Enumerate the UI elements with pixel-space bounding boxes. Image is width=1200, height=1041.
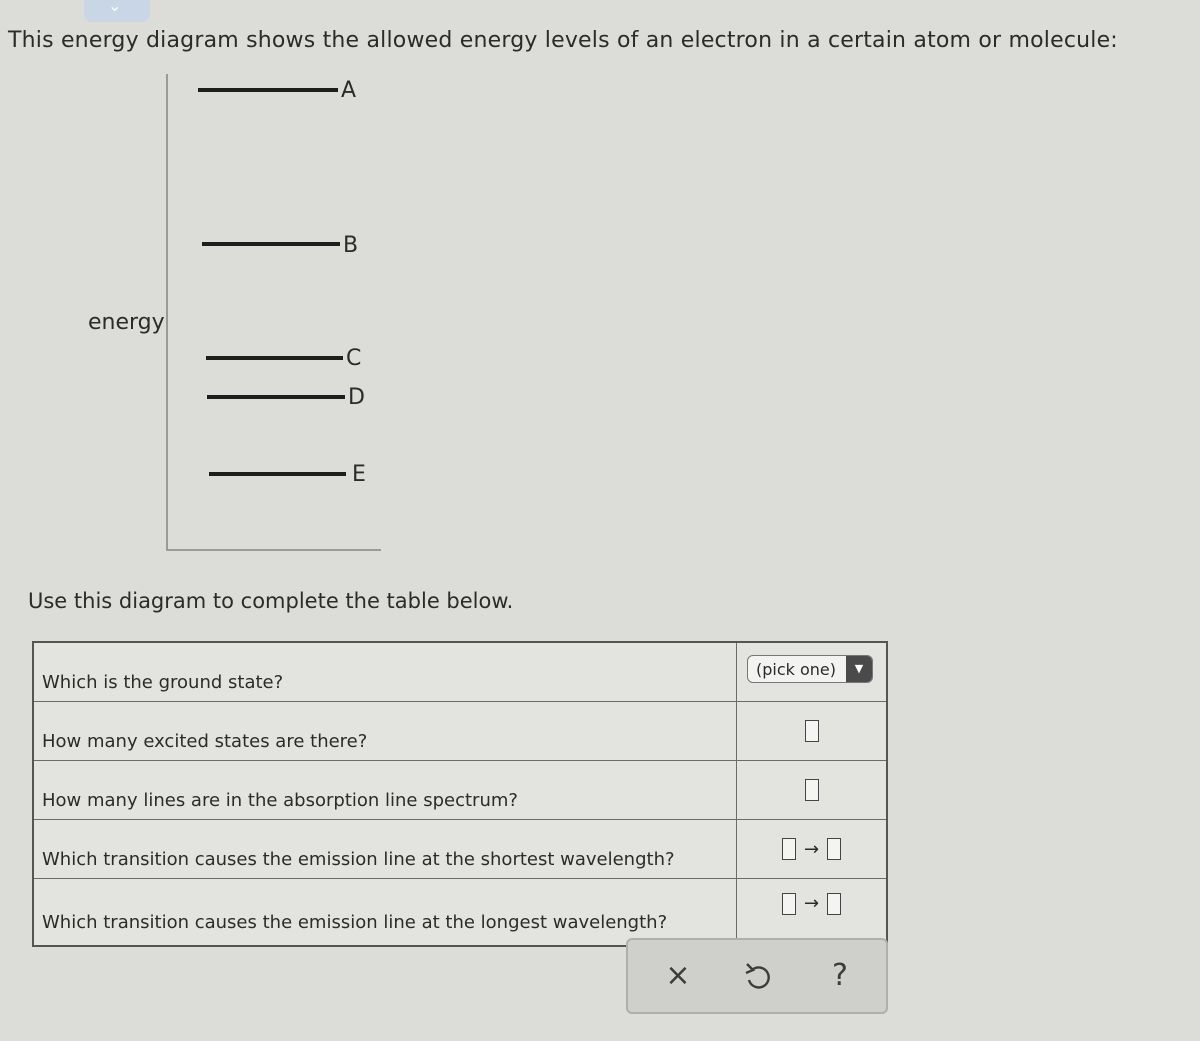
question-excited-states: How many excited states are there? — [42, 731, 368, 752]
longest-from-input[interactable] — [782, 893, 796, 915]
answer-cell — [737, 643, 886, 701]
table-row — [34, 820, 886, 879]
question-cell — [34, 643, 737, 701]
shortest-from-input[interactable] — [782, 838, 796, 860]
energy-level-label-b: B — [343, 233, 359, 258]
dropdown-caret-icon[interactable]: ▼ — [846, 656, 872, 682]
answer-toolbar — [626, 938, 888, 1014]
energy-level-label-d: D — [348, 385, 365, 410]
energy-axis-label: energy — [88, 310, 165, 335]
shortest-to-input[interactable] — [827, 838, 841, 860]
clear-icon[interactable]: × — [665, 958, 691, 993]
energy-level-line-c — [206, 356, 343, 360]
question-cell — [34, 820, 737, 878]
answer-cell — [737, 820, 886, 878]
question-cell — [34, 879, 737, 941]
select-value: (pick one) — [756, 660, 837, 679]
table-row — [34, 879, 886, 941]
right-arrow-icon: → — [803, 893, 820, 915]
question-shortest-wavelength: Which transition causes the emission line at the shortest wavelength? — [42, 849, 675, 870]
question-longest-wavelength: Which transition causes the emission line at the longest wavelength? — [42, 912, 668, 933]
absorption-lines-input[interactable] — [805, 779, 819, 801]
question-cell — [34, 702, 737, 760]
answer-cell — [737, 879, 886, 941]
energy-level-line-e — [209, 472, 346, 476]
right-arrow-icon: → — [803, 838, 820, 860]
answer-cell — [737, 761, 886, 819]
ground-state-select[interactable] — [747, 655, 873, 683]
energy-axis — [166, 74, 381, 551]
answer-cell — [737, 702, 886, 760]
table-row — [34, 643, 886, 702]
energy-level-line-b — [202, 242, 340, 246]
table-row — [34, 761, 886, 820]
energy-level-label-c: C — [346, 346, 362, 371]
question-absorption-lines: How many lines are in the absorption line spectrum? — [42, 790, 518, 811]
intro-text: This energy diagram shows the allowed energy levels of an electron in a certain atom or molecule: — [8, 28, 1118, 53]
excited-states-input[interactable] — [805, 720, 819, 742]
undo-icon[interactable] — [738, 956, 778, 996]
energy-level-line-d — [207, 395, 345, 399]
question-table — [32, 641, 888, 947]
longest-to-input[interactable] — [827, 893, 841, 915]
help-icon[interactable]: ? — [832, 958, 848, 993]
question-ground-state: Which is the ground state? — [42, 672, 284, 693]
energy-level-label-e: E — [352, 462, 366, 487]
question-cell — [34, 761, 737, 819]
energy-level-label-a: A — [341, 78, 357, 103]
energy-level-line-a — [198, 88, 338, 92]
table-row — [34, 702, 886, 761]
energy-diagram — [0, 0, 420, 560]
instruction-text: Use this diagram to complete the table below. — [28, 589, 514, 613]
chevron-down-icon: ⌄ — [108, 0, 122, 15]
